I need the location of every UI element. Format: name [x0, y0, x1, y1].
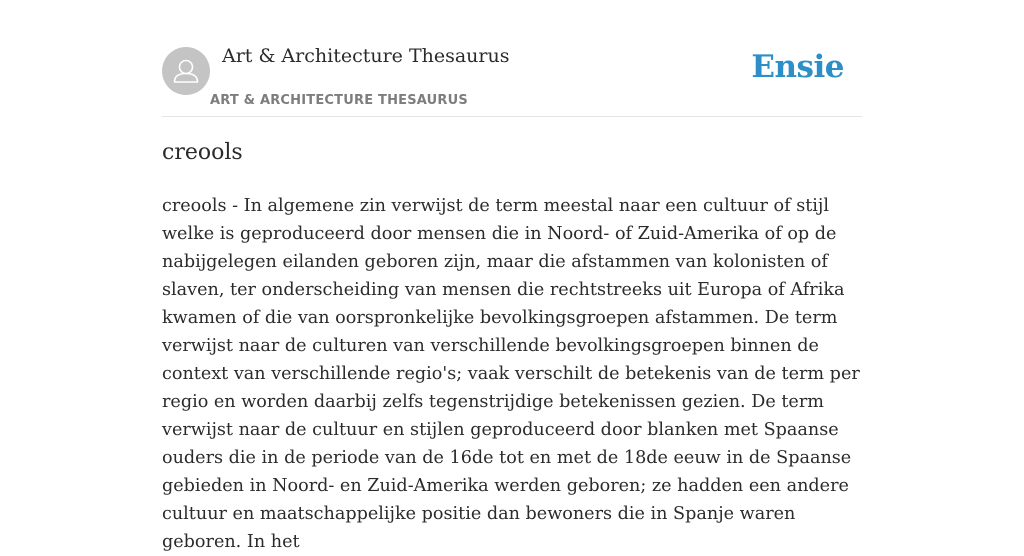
user-icon-graphic: [162, 47, 210, 95]
definition-text: creools - In algemene zin verwijst de term meestal naar een cultuur of stijl welke is geproduceerd door mensen die in Noord- of Zuid-Amerika of op de nabijgelegen eilanden geboren zijn, maar die afstammen van kolonisten of slaven, ter onderscheiding van mensen die rechtstreeks uit Europa of Afrika kwamen of die van oorspronkelijke bevolkingsgroepen afstammen. De term verwijst naar de culturen van verschillende bevolkingsgroepen binnen de context van verschillende regio's; vaak verschilt de betekenis van de term per regio en worden daarbij zelfs tegenstrijdige betekenissen gezien. De term verwijst naar de cultuur en stijlen geproduceerd door blanken met Spaanse ouders die in de periode van de 16de tot en met de 18de eeuw in de Spaanse gebieden in Noord- en Zuid-Amerika werden geboren; ze hadden een andere cultuur en maatschappelijke positie dan bewoners die in Spanje waren geboren. In het: [162, 196, 860, 552]
term-title: creools: [162, 140, 243, 165]
source-title-link[interactable]: Art & Architecture Thesaurus: [222, 45, 510, 67]
header: [162, 0, 862, 117]
source-subtitle: ART & ARCHITECTURE THESAURUS: [210, 93, 468, 108]
user-icon[interactable]: [162, 47, 210, 95]
ensie-logo[interactable]: Ensie: [751, 49, 844, 85]
